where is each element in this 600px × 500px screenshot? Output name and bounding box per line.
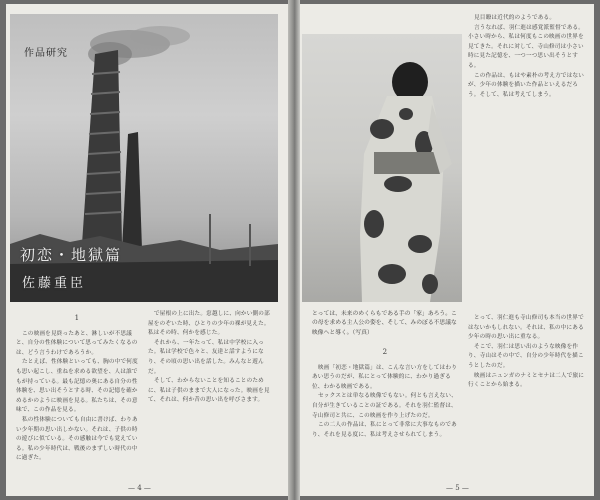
section-number: 1 — [74, 314, 80, 322]
paragraph: この二人の作品は、私にとって非常に大事なものであり、それを見る度に、私は考えさせられてしまう。 — [312, 422, 457, 438]
right-column-1 — [312, 344, 458, 480]
paragraph: 言うなれば、羽仁進は感覚派監督である。小さい時から、私は何度もこの映画の世界を見てきた。それに対して、寺山修司は小さい時に見た記憶を、一つ一つ思い出そうとする。 — [468, 24, 585, 69]
paragraph: そこで、羽仁は思い出のような映像を作り、寺山はその中で、自分の少年時代を描こうとしたのだ。 — [468, 343, 584, 369]
left-page — [6, 4, 288, 496]
paragraph: セックスとは単なる映像でもない。何とも言えない、自分が生きていることの証である。それを羽仁監督は、寺山修司と共に、この映画を作り上げたのだ。 — [312, 393, 457, 419]
right-column-2 — [468, 14, 588, 308]
paragraph: それから、一年たって、私は中学校に入った。私は学校で色々と、友達と話すようになり、その頃の思い出を話した。みんなと遊んだ。 — [148, 339, 264, 375]
paragraph: で屋根の上に出た。窓越しに、向かい側の部屋をのぞいた時、ひとりの少年の裸が見えた。私はその時、何かを感じた。 — [148, 311, 270, 337]
book-gutter — [288, 0, 300, 500]
paragraph: この作品は、もはや素朴の考え方ではないが、少年の体験を描いた作品といえるだろう。そして、私は考えてしまう。 — [468, 72, 585, 98]
paragraph: たとえば、性体験といっても、胸の中で何度も思い起こし、重ねを求める欲望を、人は誰でもが持っている。最も記憶の奥にある自分の性体験を、思い出そうとする時、その記憶を確かめるかのように映画を見る。私たちは、その意味で、この作品を見る。 — [16, 359, 138, 414]
left-column-1 — [16, 310, 138, 480]
factory-chimney-photo — [10, 14, 278, 302]
page-number: — 5 — — [446, 484, 469, 492]
section-number: 2 — [382, 348, 388, 356]
paragraph: 私の性体験についても自由に書けば、わりあい少年期の思い出しかない。それは、子供の時の遊びに似ている。その感触は今でも覚えている。私の少年時代は、戦後のまずしい時代の中に過ぎた。 — [16, 416, 138, 462]
paragraph: とって、羽仁進も寺山修司も本当の世界ではないかもしれない。それは、私の中にある少年の時の思い出に重なる。 — [468, 315, 584, 341]
kimono-woman-photo — [302, 34, 462, 302]
paragraph: 見目瞭は近代的のようである。 — [474, 15, 556, 21]
page-number: — 4 — — [128, 484, 151, 492]
photo-caption: とっては、未来のめくらもである手の「家」あろう。この母を求める主人公の姿を、そして、みのぼる不思議な映像へと導く。（写真） — [312, 311, 457, 336]
left-column-2 — [148, 310, 274, 480]
section-label: 作品研究 — [24, 48, 68, 59]
right-page — [300, 4, 594, 496]
paragraph: そして、わからないことを知ることのために、私は子供のままで大人になった。映画を見て、それは、何か昔の思い出を呼びさます。 — [148, 378, 270, 404]
right-column-3 — [468, 314, 588, 480]
author-name: 佐藤重臣 — [22, 276, 87, 291]
kimono-photo-drawing — [302, 34, 462, 302]
paragraph: この映画を見終ったあと、淋しいが不思議と、自分の性体験について思ってみたくなるのは、どう言うわけであろうか。 — [16, 330, 138, 356]
film-title: 初恋・地獄篇 — [20, 246, 123, 264]
paragraph: 映画「初恋・地獄篇」は、こんな言い方をしてはわりあい思うのだが、私にとって体験的に、わかり過ぎる位、わかる映画である。 — [312, 364, 458, 390]
paragraph: 映画はニュンガのナミとセナは二人で旅に行くことから始まる。 — [468, 372, 585, 389]
